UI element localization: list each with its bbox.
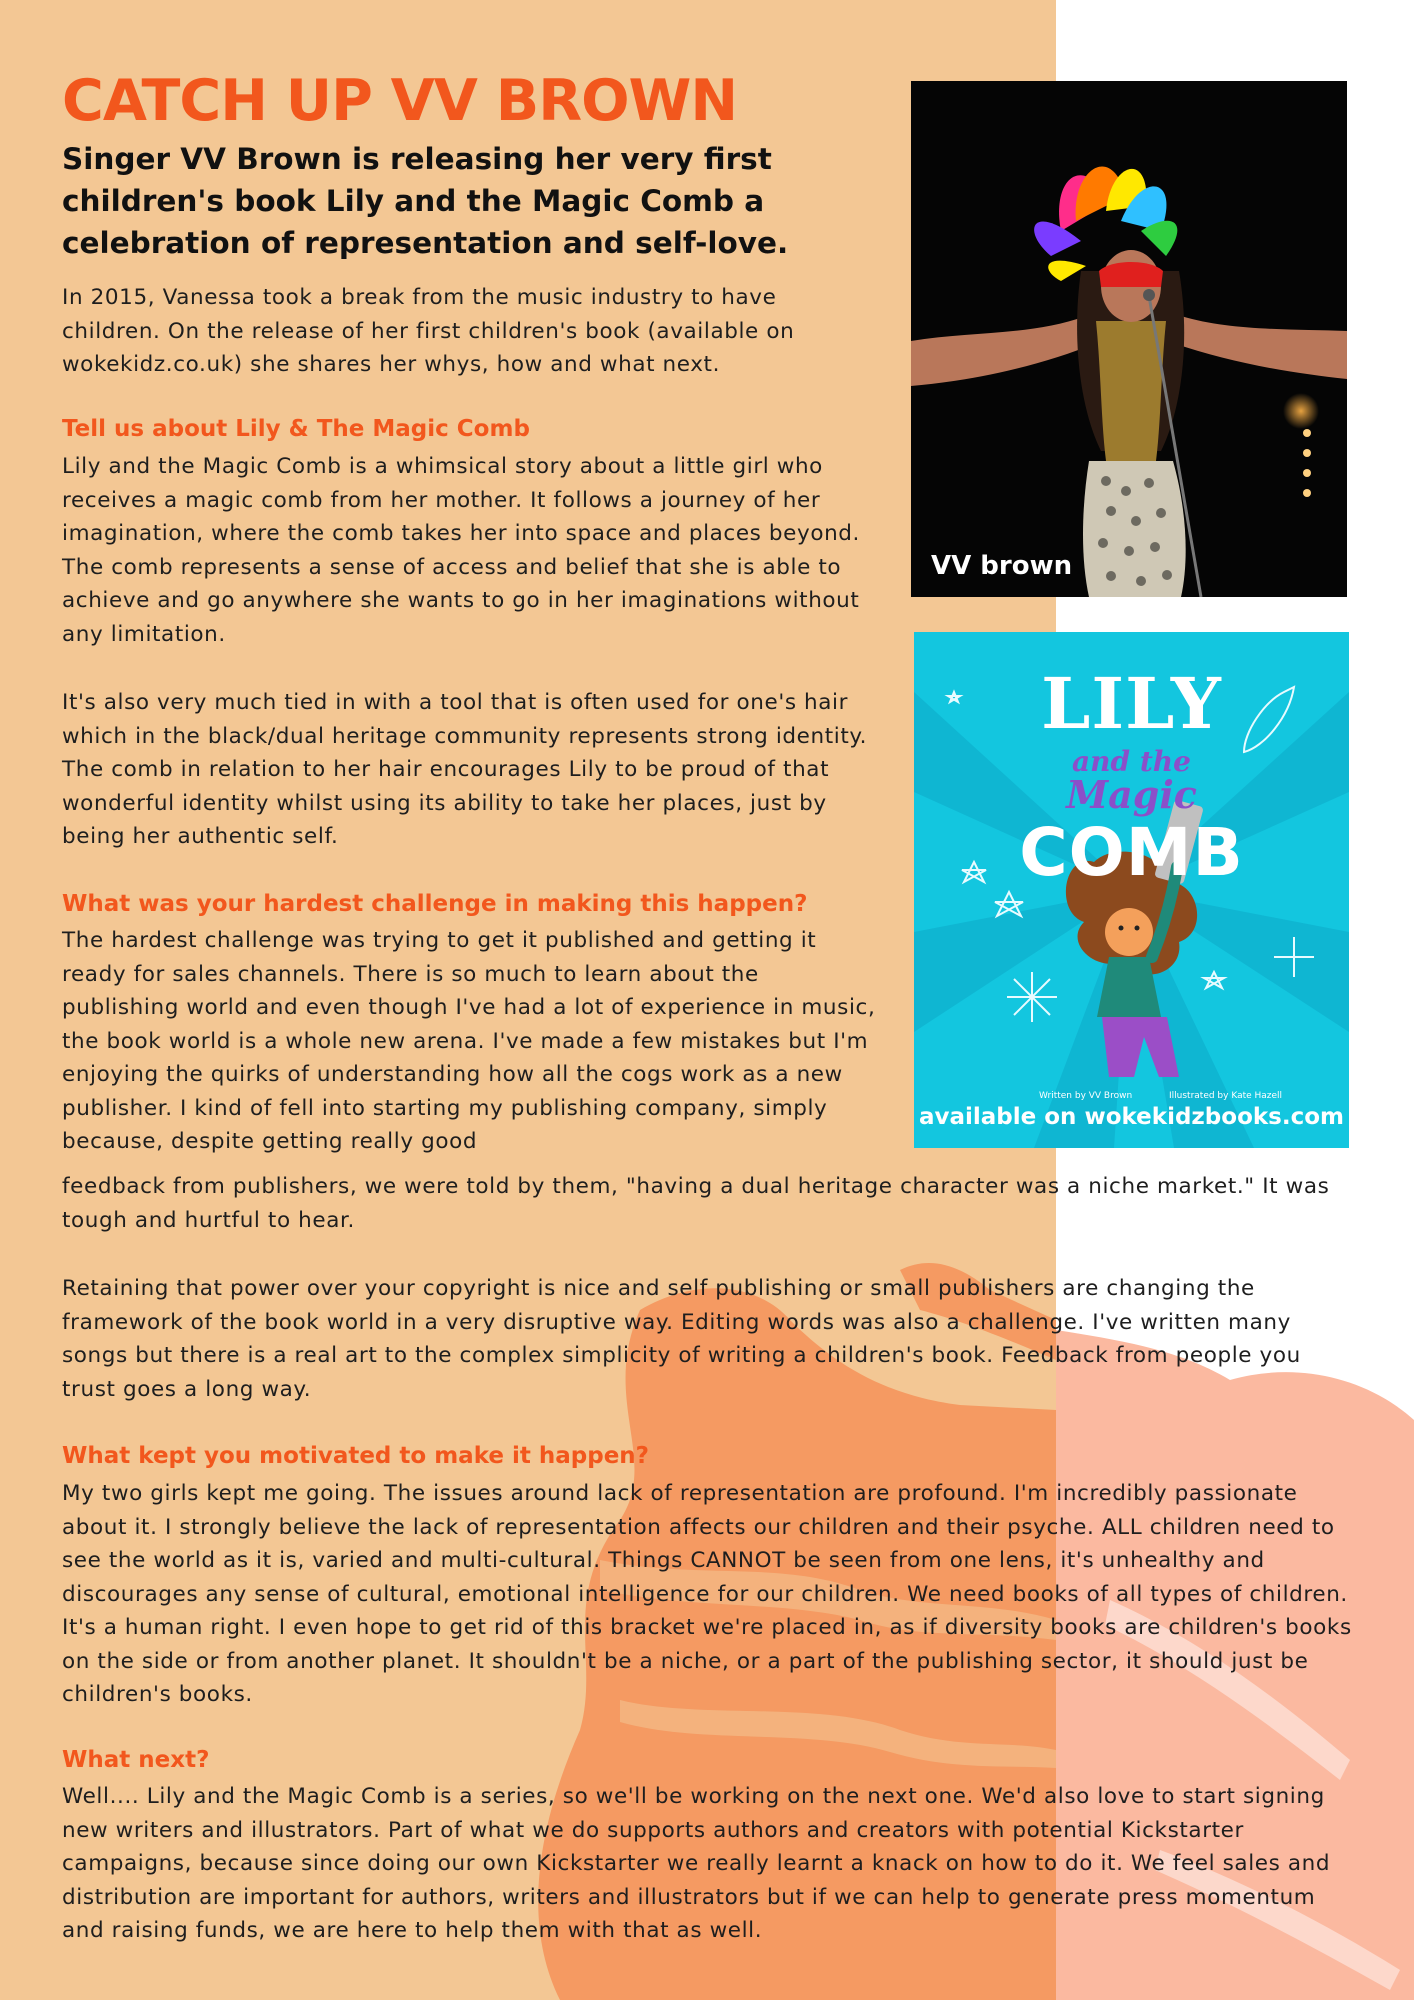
question-heading-1: Tell us about Lily & The Magic Comb — [62, 416, 530, 442]
cover-title-magic: Magic — [1066, 772, 1197, 817]
question-heading-2: What was your hardest challenge in making this happen? — [62, 891, 808, 917]
photo-caption: VV brown — [931, 551, 1073, 581]
answer-paragraph: The hardest challenge was trying to get it published and getting it ready for sales channels. There is so much to learn about the publishing world and even though I've had a lot of experience in music, the book world is a whole new arena. I've made a few mistakes but I'm enjoying the quirks of understanding how all the cogs work as a new publisher. I kind of fell into starting my publishing company, simply because, despite getting really good — [62, 928, 876, 1154]
cover-author-credit: Written by VV Brown — [1039, 1091, 1133, 1101]
cover-title-comb: COMB — [1019, 814, 1244, 891]
page-title: CATCH UP VV BROWN — [62, 68, 738, 134]
answer-paragraph: feedback from publishers, we were told by them, "having a dual heritage character was a niche market." It was tough and hurtful to hear. — [62, 1174, 1330, 1233]
article-subheading: Singer VV Brown is releasing her very first children's book Lily and the Magic Comb a celebration of representation and self-love. — [62, 142, 789, 260]
question-heading-4: What next? — [62, 1747, 210, 1773]
answer-paragraph: Lily and the Magic Comb is a whimsical story about a little girl who receives a magic comb from her mother. It follows a journey of her imagination, where the comb takes her into space and places beyond. The comb represents a sense of access and belief that she is able to achieve and go anywhere she wants to go in her imaginations without any limitation. — [62, 454, 860, 647]
vv-brown-photo — [911, 81, 1347, 597]
intro-paragraph: In 2015, Vanessa took a break from the music industry to have children. On the release of her first children's book (available on wokekidz.co.uk) she shares her whys, how and what next. — [62, 285, 795, 377]
cover-illustrator-credit: Illustrated by Kate Hazell — [1169, 1091, 1283, 1101]
question-heading-3: What kept you motivated to make it happen? — [62, 1443, 650, 1469]
answer-paragraph: My two girls kept me going. The issues around lack of representation are profound. I'm incredibly passionate about it. I strongly believe the lack of representation affects our children and their psyche. ALL children need to see the world as it is, varied and multi-cultural. Things CANNOT be seen from one lens, it's unhealthy and discourages any sense of cultural, emotional intelligence for our children. We need books of all types of children. It's a human right. I even hope to get rid of this bracket we're placed in, as if diversity books are children's books on the side or from another planet. It shouldn't be a niche, or a part of the publishing sector, it should just be children's books. — [62, 1481, 1352, 1707]
book-cover-image — [914, 632, 1349, 1148]
performer-illustration — [911, 81, 1347, 597]
answer-paragraph: Well.... Lily and the Magic Comb is a series, so we'll be working on the next one. We'd also love to start signing new writers and illustrators. Part of what we do supports authors and creators with potential Kickstarter campaigns, because since doing our own Kickstarter we really learnt a knack on how to do it. We feel sales and distribution are important for authors, writers and illustrators but if we can help to generate press momentum and raising funds, we are here to help them with that as well. — [62, 1784, 1331, 1943]
answer-paragraph: Retaining that power over your copyright is nice and self publishing or small publishers are changing the framework of the book world in a very disruptive way. Editing words was also a challenge. I've written many songs but there is a real art to the complex simplicity of writing a children's book. Feedback from people you trust goes a long way. — [62, 1276, 1301, 1402]
cover-availability-text: available on wokekidzbooks.com — [918, 1104, 1344, 1130]
cover-title-and-the: and the — [1072, 745, 1191, 778]
answer-paragraph: It's also very much tied in with a tool that is often used for one's hair which in the black/dual heritage community represents strong identity. The comb in relation to her hair encourages Lily to be proud of that wonderful identity whilst using its ability to take her places, just by being her authentic self. — [62, 690, 868, 849]
cover-title-lily: LILY — [1041, 662, 1222, 745]
